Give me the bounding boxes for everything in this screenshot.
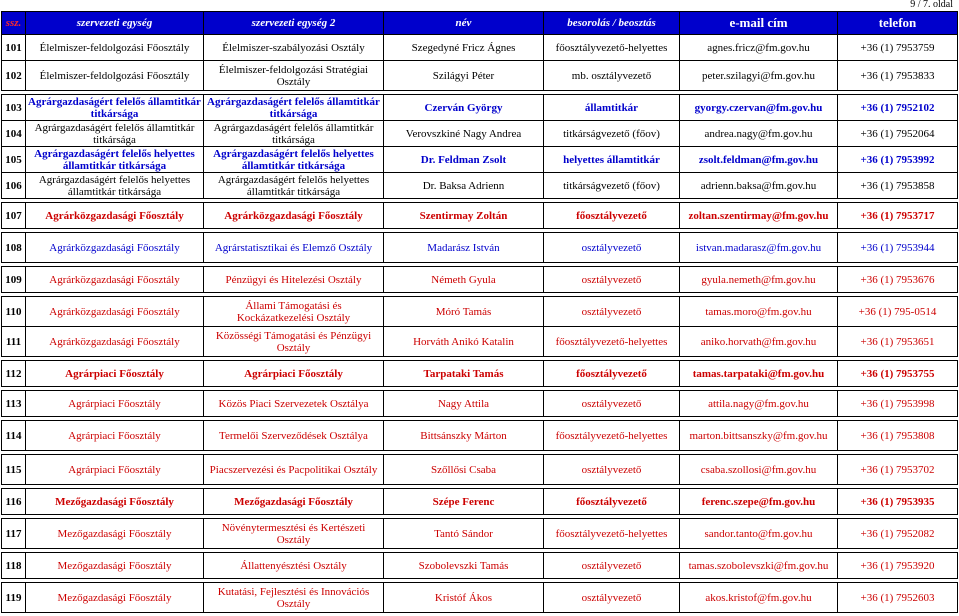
cell-position: főosztályvezető-helyettes bbox=[544, 421, 680, 451]
cell-name: Czerván György bbox=[384, 95, 544, 121]
cell-position: főosztályvezető bbox=[544, 489, 680, 515]
cell-email[interactable]: gyorgy.czervan@fm.gov.hu bbox=[680, 95, 838, 121]
cell-unit1: Mezőgazdasági Főosztály bbox=[26, 519, 204, 549]
cell-position: mb. osztályvezető bbox=[544, 61, 680, 91]
cell-unit1: Élelmiszer-feldolgozási Főosztály bbox=[26, 61, 204, 91]
cell-id: 118 bbox=[2, 553, 26, 579]
cell-name: Szépe Ferenc bbox=[384, 489, 544, 515]
cell-phone: +36 (1) 7953935 bbox=[838, 489, 958, 515]
table-row bbox=[2, 147, 958, 173]
cell-id: 109 bbox=[2, 267, 26, 293]
cell-unit1: Agrárgazdaságért felelős államtitkár titkársága bbox=[26, 95, 204, 121]
cell-phone: +36 (1) 7952064 bbox=[838, 121, 958, 147]
cell-position: főosztályvezető-helyettes bbox=[544, 35, 680, 61]
cell-email[interactable]: attila.nagy@fm.gov.hu bbox=[680, 391, 838, 417]
cell-unit1: Agrárpiaci Főosztály bbox=[26, 361, 204, 387]
cell-phone: +36 (1) 7953702 bbox=[838, 455, 958, 485]
cell-position: osztályvezető bbox=[544, 233, 680, 263]
cell-name: Móró Tamás bbox=[384, 297, 544, 327]
cell-phone: +36 (1) 7953998 bbox=[838, 391, 958, 417]
cell-email[interactable]: tamas.moro@fm.gov.hu bbox=[680, 297, 838, 327]
table-row bbox=[2, 61, 958, 91]
cell-unit2: Agrárpiaci Főosztály bbox=[204, 361, 384, 387]
cell-name: Madarász István bbox=[384, 233, 544, 263]
cell-unit1: Mezőgazdasági Főosztály bbox=[26, 489, 204, 515]
cell-id: 107 bbox=[2, 203, 26, 229]
cell-unit1: Agrárközgazdasági Főosztály bbox=[26, 327, 204, 357]
cell-phone: +36 (1) 7953759 bbox=[838, 35, 958, 61]
cell-phone: +36 (1) 7952603 bbox=[838, 583, 958, 613]
cell-unit1: Agrárközgazdasági Főosztály bbox=[26, 203, 204, 229]
cell-position: főosztályvezető-helyettes bbox=[544, 519, 680, 549]
cell-name: Kristóf Ákos bbox=[384, 583, 544, 613]
cell-unit2: Mezőgazdasági Főosztály bbox=[204, 489, 384, 515]
cell-name: Horváth Anikó Katalin bbox=[384, 327, 544, 357]
cell-unit1: Agrárgazdaságért felelős helyettes államtitkár titkársága bbox=[26, 147, 204, 173]
cell-phone: +36 (1) 7953717 bbox=[838, 203, 958, 229]
cell-email[interactable]: zsolt.feldman@fm.gov.hu bbox=[680, 147, 838, 173]
table-row bbox=[2, 35, 958, 61]
table-row bbox=[2, 519, 958, 549]
staff-directory-table bbox=[1, 11, 958, 613]
cell-email[interactable]: marton.bittsanszky@fm.gov.hu bbox=[680, 421, 838, 451]
header-unit2: szervezeti egység 2 bbox=[204, 12, 384, 35]
cell-id: 102 bbox=[2, 61, 26, 91]
cell-id: 114 bbox=[2, 421, 26, 451]
cell-unit2: Állami Támogatási és Kockázatkezelési Osztály bbox=[204, 297, 384, 327]
cell-phone: +36 (1) 7953992 bbox=[838, 147, 958, 173]
cell-email[interactable]: tamas.szobolevszki@fm.gov.hu bbox=[680, 553, 838, 579]
cell-unit2: Agrárgazdaságért felelős helyettes államtitkár titkársága bbox=[204, 147, 384, 173]
cell-email[interactable]: adrienn.baksa@fm.gov.hu bbox=[680, 173, 838, 199]
cell-phone: +36 (1) 795-0514 bbox=[838, 297, 958, 327]
cell-name: Szentirmay Zoltán bbox=[384, 203, 544, 229]
cell-phone: +36 (1) 7953808 bbox=[838, 421, 958, 451]
cell-name: Szilágyi Péter bbox=[384, 61, 544, 91]
header-ssz: ssz. bbox=[2, 12, 26, 35]
cell-position: osztályvezető bbox=[544, 583, 680, 613]
table-row bbox=[2, 95, 958, 121]
table-row bbox=[2, 173, 958, 199]
page-number: 9 / 7. oldal bbox=[910, 0, 953, 10]
cell-unit2: Agrárgazdaságért felelős helyettes államtitkár titkársága bbox=[204, 173, 384, 199]
cell-email[interactable]: aniko.horvath@fm.gov.hu bbox=[680, 327, 838, 357]
table-row bbox=[2, 455, 958, 485]
cell-position: főosztályvezető bbox=[544, 203, 680, 229]
cell-phone: +36 (1) 7953920 bbox=[838, 553, 958, 579]
cell-email[interactable]: akos.kristof@fm.gov.hu bbox=[680, 583, 838, 613]
cell-name: Verovszkiné Nagy Andrea bbox=[384, 121, 544, 147]
cell-email[interactable]: csaba.szollosi@fm.gov.hu bbox=[680, 455, 838, 485]
cell-id: 112 bbox=[2, 361, 26, 387]
cell-phone: +36 (1) 7953651 bbox=[838, 327, 958, 357]
cell-email[interactable]: tamas.tarpataki@fm.gov.hu bbox=[680, 361, 838, 387]
cell-id: 104 bbox=[2, 121, 26, 147]
table-row bbox=[2, 421, 958, 451]
table-row bbox=[2, 203, 958, 229]
cell-phone: +36 (1) 7953755 bbox=[838, 361, 958, 387]
cell-email[interactable]: sandor.tanto@fm.gov.hu bbox=[680, 519, 838, 549]
cell-email[interactable]: zoltan.szentirmay@fm.gov.hu bbox=[680, 203, 838, 229]
cell-position: titkárságvezető (főov) bbox=[544, 173, 680, 199]
cell-phone: +36 (1) 7953858 bbox=[838, 173, 958, 199]
cell-unit2: Növénytermesztési és Kertészeti Osztály bbox=[204, 519, 384, 549]
cell-name: Nagy Attila bbox=[384, 391, 544, 417]
cell-unit1: Élelmiszer-feldolgozási Főosztály bbox=[26, 35, 204, 61]
cell-name: Dr. Baksa Adrienn bbox=[384, 173, 544, 199]
cell-name: Dr. Feldman Zsolt bbox=[384, 147, 544, 173]
cell-email[interactable]: andrea.nagy@fm.gov.hu bbox=[680, 121, 838, 147]
cell-unit2: Élelmiszer-szabályozási Osztály bbox=[204, 35, 384, 61]
cell-unit2: Termelői Szerveződések Osztálya bbox=[204, 421, 384, 451]
cell-unit1: Mezőgazdasági Főosztály bbox=[26, 553, 204, 579]
cell-name: Bittsánszky Márton bbox=[384, 421, 544, 451]
cell-unit2: Állattenyésztési Osztály bbox=[204, 553, 384, 579]
cell-email[interactable]: gyula.nemeth@fm.gov.hu bbox=[680, 267, 838, 293]
cell-unit2: Agrárközgazdasági Főosztály bbox=[204, 203, 384, 229]
cell-position: főosztályvezető-helyettes bbox=[544, 327, 680, 357]
cell-unit1: Agrárgazdaságért felelős államtitkár titkársága bbox=[26, 121, 204, 147]
cell-unit2: Közösségi Támogatási és Pénzügyi Osztály bbox=[204, 327, 384, 357]
cell-email[interactable]: agnes.fricz@fm.gov.hu bbox=[680, 35, 838, 61]
header-email: e-mail cím bbox=[680, 12, 838, 35]
header-phone: telefon bbox=[838, 12, 958, 35]
table-row bbox=[2, 327, 958, 357]
cell-id: 116 bbox=[2, 489, 26, 515]
cell-unit1: Agrárközgazdasági Főosztály bbox=[26, 267, 204, 293]
table-row bbox=[2, 489, 958, 515]
cell-id: 111 bbox=[2, 327, 26, 357]
cell-email[interactable]: ferenc.szepe@fm.gov.hu bbox=[680, 489, 838, 515]
header-position: besorolás / beosztás bbox=[544, 12, 680, 35]
cell-unit2: Pénzügyi és Hitelezési Osztály bbox=[204, 267, 384, 293]
cell-phone: +36 (1) 7953676 bbox=[838, 267, 958, 293]
header-unit1: szervezeti egység bbox=[26, 12, 204, 35]
cell-unit2: Élelmiszer-feldolgozási Stratégiai Osztály bbox=[204, 61, 384, 91]
cell-unit1: Agrárpiaci Főosztály bbox=[26, 421, 204, 451]
cell-phone: +36 (1) 7953833 bbox=[838, 61, 958, 91]
cell-name: Tarpataki Tamás bbox=[384, 361, 544, 387]
table-row bbox=[2, 121, 958, 147]
cell-name: Szobolevszki Tamás bbox=[384, 553, 544, 579]
table-row bbox=[2, 553, 958, 579]
cell-id: 115 bbox=[2, 455, 26, 485]
cell-phone: +36 (1) 7952102 bbox=[838, 95, 958, 121]
header-row bbox=[2, 12, 958, 35]
cell-unit1: Agrárpiaci Főosztály bbox=[26, 455, 204, 485]
cell-name: Szegedyné Fricz Ágnes bbox=[384, 35, 544, 61]
cell-id: 105 bbox=[2, 147, 26, 173]
cell-position: osztályvezető bbox=[544, 297, 680, 327]
cell-position: osztályvezető bbox=[544, 553, 680, 579]
cell-position: főosztályvezető bbox=[544, 361, 680, 387]
table-row bbox=[2, 391, 958, 417]
cell-position: államtitkár bbox=[544, 95, 680, 121]
cell-unit1: Agrárközgazdasági Főosztály bbox=[26, 297, 204, 327]
cell-position: titkárságvezető (főov) bbox=[544, 121, 680, 147]
cell-id: 106 bbox=[2, 173, 26, 199]
cell-unit2: Agrárgazdaságért felelős államtitkár titkársága bbox=[204, 121, 384, 147]
cell-unit1: Agrárközgazdasági Főosztály bbox=[26, 233, 204, 263]
cell-position: osztályvezető bbox=[544, 267, 680, 293]
cell-id: 110 bbox=[2, 297, 26, 327]
table-row bbox=[2, 583, 958, 613]
table-row bbox=[2, 267, 958, 293]
cell-unit2: Agrárstatisztikai és Elemző Osztály bbox=[204, 233, 384, 263]
cell-phone: +36 (1) 7953944 bbox=[838, 233, 958, 263]
cell-unit2: Közös Piaci Szervezetek Osztálya bbox=[204, 391, 384, 417]
cell-name: Szőllősi Csaba bbox=[384, 455, 544, 485]
cell-id: 108 bbox=[2, 233, 26, 263]
cell-unit1: Agrárpiaci Főosztály bbox=[26, 391, 204, 417]
cell-id: 101 bbox=[2, 35, 26, 61]
cell-position: osztályvezető bbox=[544, 455, 680, 485]
table-row bbox=[2, 233, 958, 263]
cell-id: 103 bbox=[2, 95, 26, 121]
cell-name: Tantó Sándor bbox=[384, 519, 544, 549]
cell-id: 117 bbox=[2, 519, 26, 549]
cell-unit2: Agrárgazdaságért felelős államtitkár titkársága bbox=[204, 95, 384, 121]
cell-id: 119 bbox=[2, 583, 26, 613]
cell-position: osztályvezető bbox=[544, 391, 680, 417]
cell-email[interactable]: peter.szilagyi@fm.gov.hu bbox=[680, 61, 838, 91]
cell-unit2: Kutatási, Fejlesztési és Innovációs Osztály bbox=[204, 583, 384, 613]
cell-email[interactable]: istvan.madarasz@fm.gov.hu bbox=[680, 233, 838, 263]
table-row bbox=[2, 297, 958, 327]
cell-id: 113 bbox=[2, 391, 26, 417]
cell-unit1: Agrárgazdaságért felelős helyettes államtitkár titkársága bbox=[26, 173, 204, 199]
cell-name: Németh Gyula bbox=[384, 267, 544, 293]
cell-phone: +36 (1) 7952082 bbox=[838, 519, 958, 549]
cell-unit2: Piacszervezési és Pacpolitikai Osztály bbox=[204, 455, 384, 485]
header-name: név bbox=[384, 12, 544, 35]
cell-unit1: Mezőgazdasági Főosztály bbox=[26, 583, 204, 613]
cell-position: helyettes államtitkár bbox=[544, 147, 680, 173]
table-row bbox=[2, 361, 958, 387]
